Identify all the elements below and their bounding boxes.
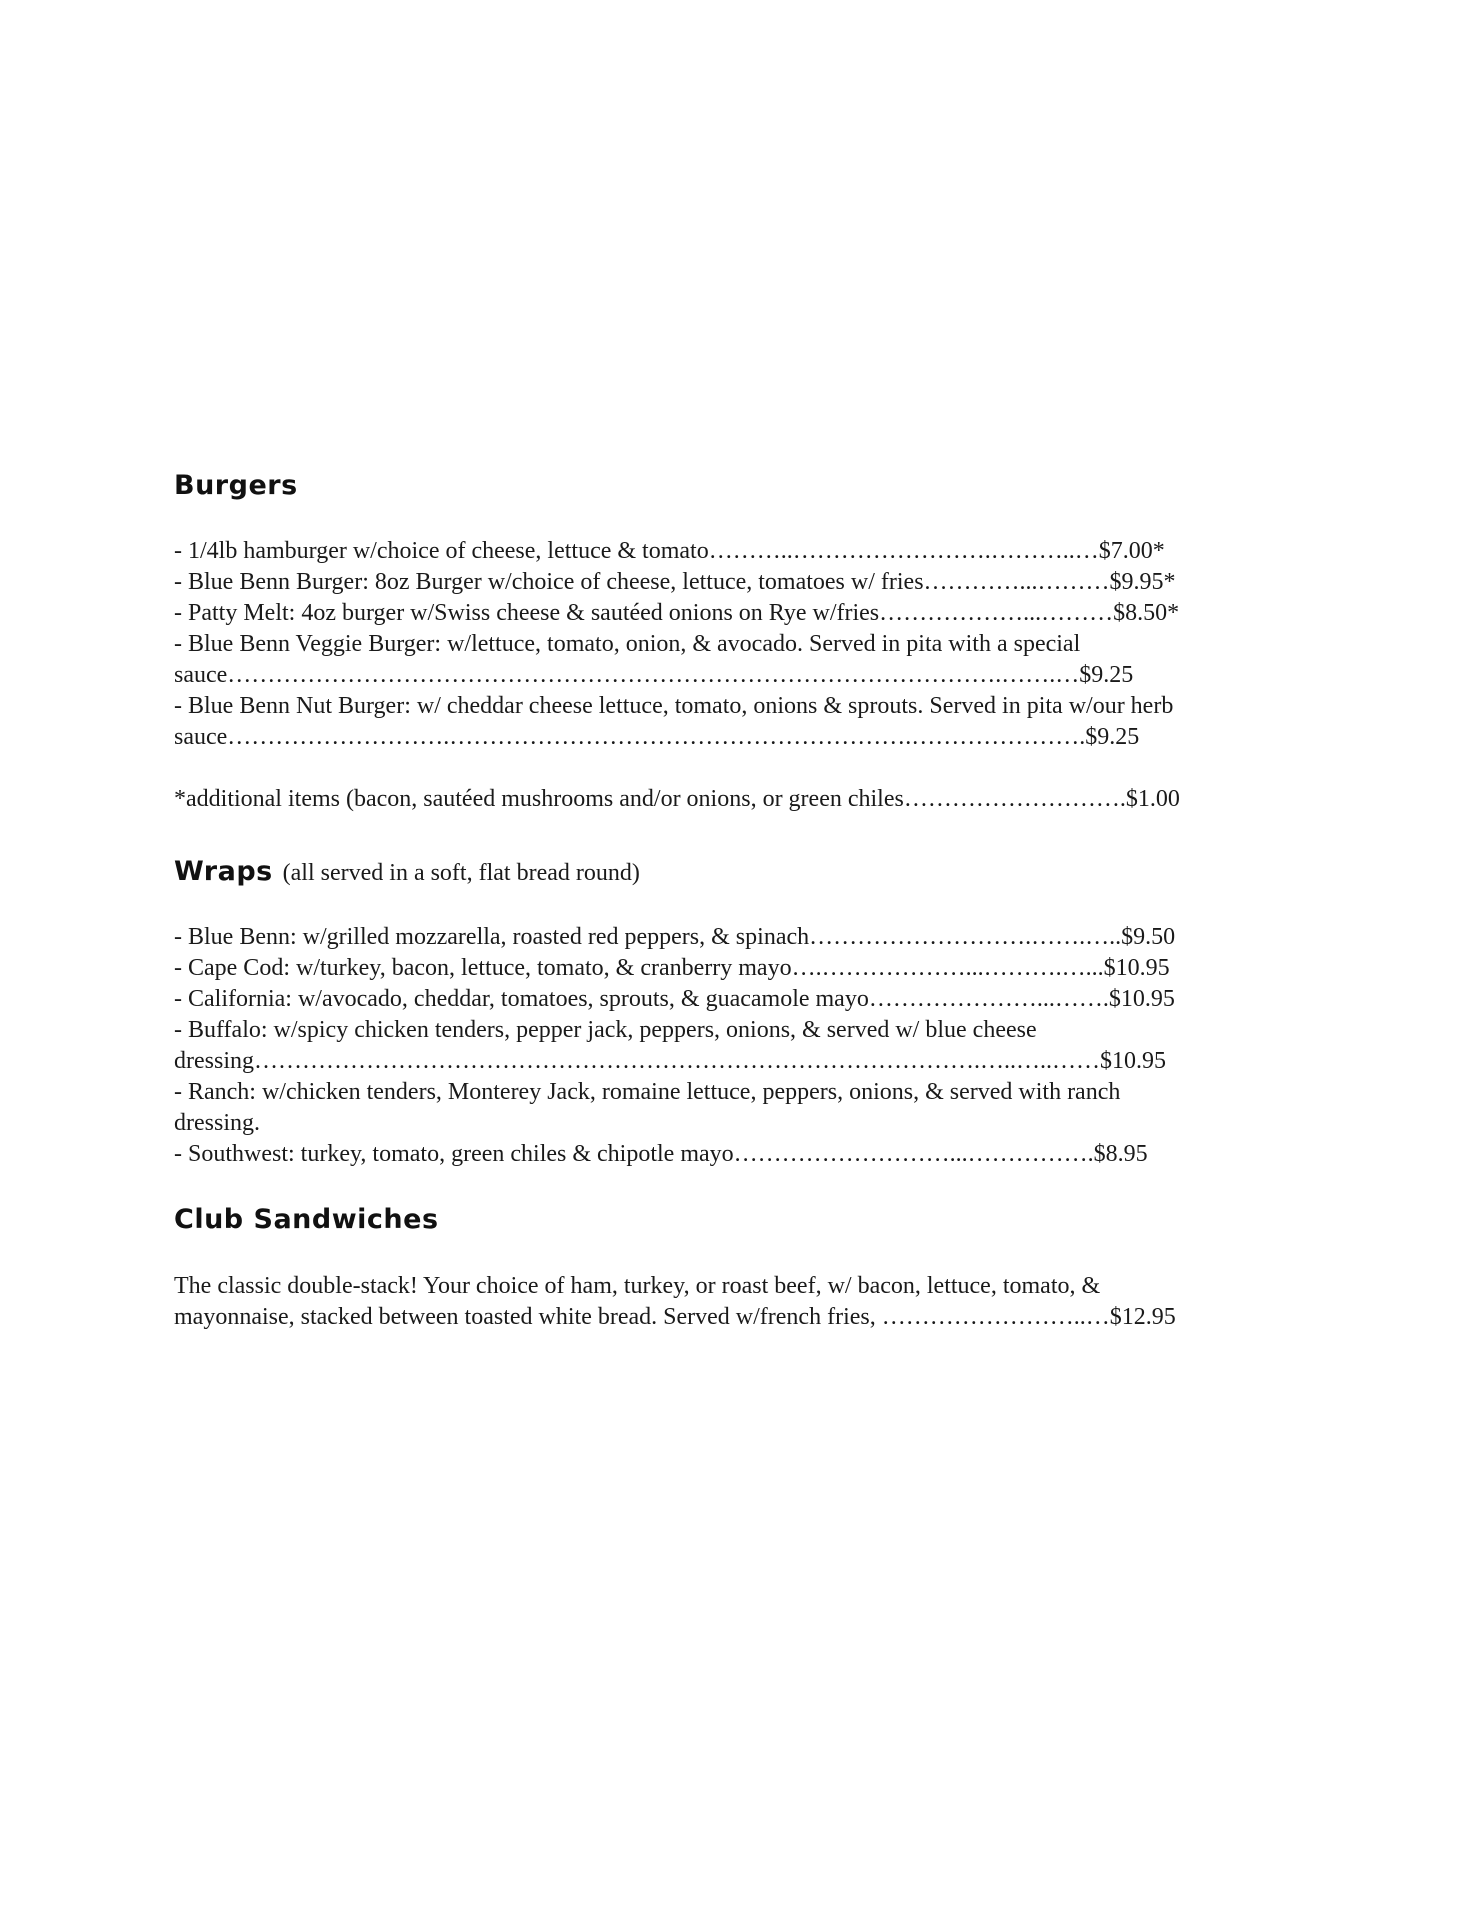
wraps-heading <box>174 856 640 887</box>
wraps-line-6: - Ranch: w/chicken tenders, Monterey Jack, romaine lettuce, peppers, onions, & served with ranch <box>174 1079 1121 1105</box>
wraps-line-1: - Blue Benn: w/grilled mozzarella, roasted red peppers, & spinach……………………….…….…..$9.50 <box>174 924 1176 950</box>
burgers-line-2: - Blue Benn Burger: 8oz Burger w/choice of cheese, lettuce, tomatoes w/ fries…………...………$9.95* <box>174 569 1176 595</box>
burgers-line-4: - Blue Benn Veggie Burger: w/lettuce, tomato, onion, & avocado. Served in pita with a special <box>174 631 1081 657</box>
wraps-line-4: - Buffalo: w/spicy chicken tenders, pepper jack, peppers, onions, & served w/ blue cheese <box>174 1017 1037 1043</box>
burgers-line-5: sauce…………………………………………………………………………………….…….…$9.25 <box>174 662 1134 688</box>
burgers-additional-note: *additional items (bacon, sautéed mushrooms and/or onions, or green chiles……………………….$1.00 <box>174 786 1180 812</box>
burgers-line-1: - 1/4lb hamburger w/choice of cheese, lettuce & tomato………..…………………….………..…$7.00* <box>174 538 1165 564</box>
club-sandwiches-line-2: mayonnaise, stacked between toasted white bread. Served w/french fries, ……………………..…$12.95 <box>174 1304 1176 1330</box>
burgers-line-7: sauce……………………….………………………………………………….………………….$9.25 <box>174 724 1140 750</box>
wraps-line-8: - Southwest: turkey, tomato, green chiles & chipotle mayo………………………...…………….$8.95 <box>174 1141 1148 1167</box>
wraps-line-3: - California: w/avocado, cheddar, tomatoes, sprouts, & guacamole mayo…………………...…….$10.95 <box>174 986 1175 1012</box>
wraps-line-2: - Cape Cod: w/turkey, bacon, lettuce, tomato, & cranberry mayo….………………...……….…...$10.95 <box>174 955 1170 981</box>
burgers-line-6: - Blue Benn Nut Burger: w/ cheddar cheese lettuce, tomato, onions & sprouts. Served in pita w/our herb <box>174 693 1174 719</box>
club-sandwiches-heading: Club Sandwiches <box>174 1204 439 1235</box>
wraps-line-7: dressing. <box>174 1110 260 1136</box>
club-sandwiches-line-1: The classic double-stack! Your choice of ham, turkey, or roast beef, w/ bacon, lettuce, tomato, & <box>174 1273 1101 1299</box>
burgers-heading: Burgers <box>174 470 298 501</box>
wraps-line-5: dressing……………………………………………………………………………….…..…..……$10.95 <box>174 1048 1166 1074</box>
wraps-subtitle: (all served in a soft, flat bread round) <box>282 860 640 886</box>
burgers-line-3: - Patty Melt: 4oz burger w/Swiss cheese & sautéed onions on Rye w/fries………………...………$8.50* <box>174 600 1180 626</box>
wraps-title: Wraps <box>174 856 273 887</box>
